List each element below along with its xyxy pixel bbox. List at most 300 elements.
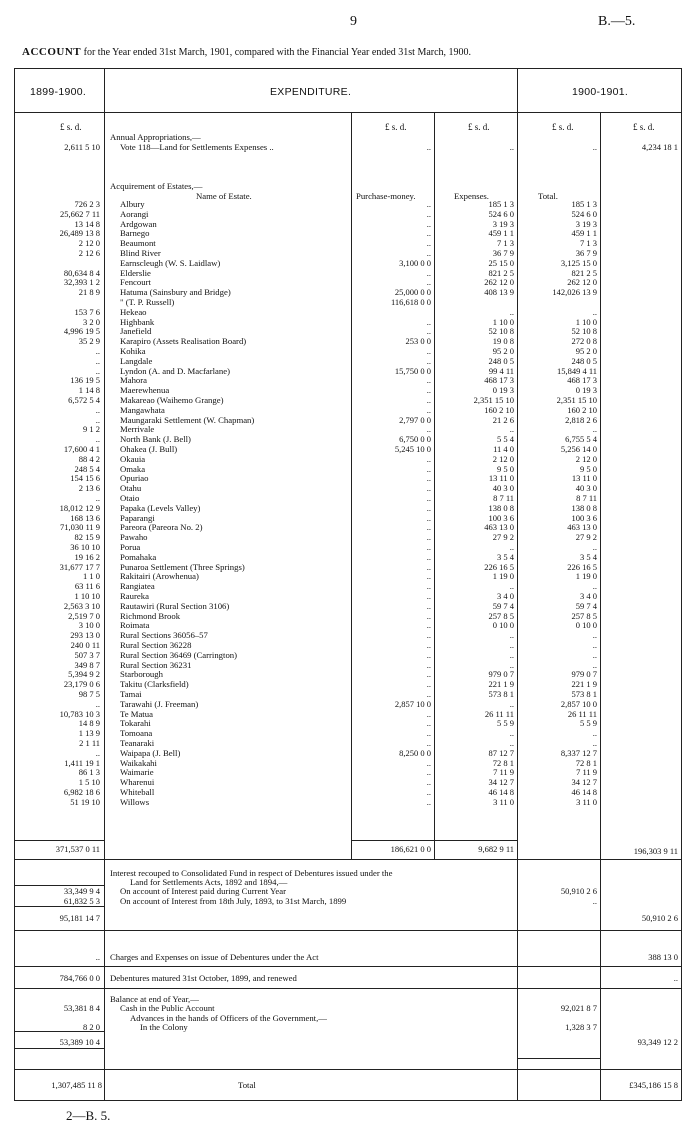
estate-total: 5,256 14 0 bbox=[560, 444, 597, 454]
debentures-label: Debentures matured 31st October, 1899, and renewed bbox=[110, 973, 297, 983]
estate-prev: .. bbox=[95, 346, 100, 356]
estate-prev: 98 7 5 bbox=[78, 689, 100, 699]
estate-purchase: .. bbox=[426, 267, 431, 278]
estate-expenses: 2 12 0 bbox=[492, 453, 514, 464]
charges-final: 388 13 0 bbox=[648, 952, 678, 962]
estate-total: 226 16 5 bbox=[567, 561, 597, 572]
estate-name: Roimata bbox=[120, 620, 150, 631]
estate-expenses: .. bbox=[509, 306, 514, 317]
estate-name: Maerewhenua bbox=[120, 385, 170, 396]
col-1900-head: 1900-1901. bbox=[572, 86, 629, 98]
estate-purchase: .. bbox=[426, 532, 431, 543]
estate-purchase: .. bbox=[426, 228, 431, 239]
total-final: £345,186 15 8 bbox=[629, 1080, 678, 1090]
estate-prev: 168 13 6 bbox=[70, 512, 100, 523]
estate-name: " (T. P. Russell) bbox=[120, 297, 175, 307]
estate-purchase: .. bbox=[426, 581, 431, 592]
annual-total: .. bbox=[592, 142, 597, 152]
estate-expenses: .. bbox=[509, 630, 514, 641]
estate-purchase: .. bbox=[426, 767, 431, 778]
estate-prev: 25,662 7 11 bbox=[59, 208, 100, 219]
purchase-money-head: Purchase-money. bbox=[356, 191, 416, 201]
estate-purchase: .. bbox=[426, 502, 431, 513]
footer-ref: 2—B. 5. bbox=[66, 1108, 111, 1123]
estate-total: 72 8 1 bbox=[575, 757, 597, 768]
estate-total: .. bbox=[592, 424, 597, 435]
estate-total: .. bbox=[592, 640, 597, 650]
estate-prev: 2 13 6 bbox=[78, 483, 100, 494]
estate-purchase: .. bbox=[426, 610, 431, 621]
estate-purchase: .. bbox=[426, 728, 431, 739]
total-head: Total. bbox=[538, 191, 558, 201]
estates-final-total: 196,303 9 11 bbox=[633, 846, 678, 856]
estate-prev: 82 15 9 bbox=[74, 532, 100, 543]
unit-total: £ s. d. bbox=[552, 122, 574, 132]
estate-name: Tamai bbox=[120, 689, 142, 699]
estate-name: Tomoana bbox=[120, 728, 153, 739]
estate-purchase: .. bbox=[426, 689, 431, 699]
estate-name: Whiteball bbox=[120, 787, 155, 797]
estate-purchase: 2,857 10 0 bbox=[394, 698, 431, 709]
estate-total: 1 19 0 bbox=[575, 571, 597, 582]
estate-purchase: .. bbox=[426, 561, 431, 572]
estate-expenses: 40 3 0 bbox=[492, 483, 514, 494]
estate-name: Pawaho bbox=[120, 532, 148, 543]
estate-expenses: 138 0 8 bbox=[488, 502, 514, 513]
estate-expenses: 26 11 11 bbox=[484, 708, 514, 719]
estate-purchase: .. bbox=[426, 512, 431, 523]
estate-total: 46 14 8 bbox=[571, 787, 597, 797]
balance-colony-label: In the Colony bbox=[140, 1022, 188, 1032]
interest-subtotal-prev: 95,181 14 7 bbox=[59, 913, 100, 923]
estate-total: .. bbox=[592, 659, 597, 670]
estate-name: Janefield bbox=[120, 326, 152, 337]
estate-name: Pomahaka bbox=[120, 551, 157, 562]
estate-prev: 35 2 9 bbox=[78, 336, 100, 347]
estate-name: Waimarie bbox=[120, 767, 154, 778]
balance-cash-total: 92,021 8 7 bbox=[560, 1003, 597, 1013]
estate-name: Lyndon (A. and D. Macfarlane) bbox=[120, 365, 231, 376]
estate-prev: 18,012 12 9 bbox=[59, 502, 100, 513]
estate-total: 9 5 0 bbox=[580, 463, 597, 474]
estate-total: 36 7 9 bbox=[575, 248, 597, 258]
estate-total: .. bbox=[592, 728, 597, 739]
estate-prev: 136 19 5 bbox=[70, 375, 100, 386]
estate-expenses: 9 5 0 bbox=[497, 463, 514, 474]
estate-name: Kohika bbox=[120, 346, 146, 356]
estate-prev: 14 8 9 bbox=[78, 718, 100, 729]
estate-expenses: 821 2 5 bbox=[488, 267, 514, 278]
estate-name: Waipapa (J. Bell) bbox=[120, 747, 181, 758]
estate-expenses: 2,351 15 10 bbox=[473, 395, 514, 405]
estate-total: 26 11 11 bbox=[567, 708, 597, 719]
estate-prev: 2 12 0 bbox=[78, 238, 100, 249]
estate-expenses: 221 1 9 bbox=[488, 679, 514, 690]
estate-prev: 13 14 8 bbox=[74, 218, 100, 229]
estate-prev: 1 14 8 bbox=[78, 385, 100, 396]
estate-total: 160 2 10 bbox=[567, 404, 597, 415]
estate-prev: 17,600 4 1 bbox=[63, 444, 100, 454]
estate-prev: 32,393 1 2 bbox=[63, 277, 100, 288]
estate-total: 142,026 13 9 bbox=[552, 287, 597, 298]
estate-expenses: .. bbox=[509, 640, 514, 650]
estate-purchase: .. bbox=[426, 620, 431, 631]
estate-prev: 36 10 10 bbox=[70, 542, 100, 552]
estate-purchase: .. bbox=[426, 199, 431, 209]
estate-prev: 10,783 10 3 bbox=[59, 708, 100, 719]
estate-name: Earnscleugh (W. S. Laidlaw) bbox=[120, 257, 221, 268]
heading-bold: ACCOUNT bbox=[22, 46, 82, 58]
estate-prev: 293 13 0 bbox=[70, 630, 100, 641]
estate-purchase: .. bbox=[426, 453, 431, 464]
estate-purchase: .. bbox=[426, 404, 431, 415]
rule-h-debentures bbox=[14, 988, 682, 989]
estate-total: 2,857 10 0 bbox=[560, 698, 597, 709]
estate-name: Aorangi bbox=[120, 208, 149, 219]
estate-purchase: .. bbox=[426, 718, 431, 729]
estate-name: Rautawiri (Rural Section 3106) bbox=[120, 600, 230, 611]
estate-purchase: .. bbox=[426, 277, 431, 288]
estate-total: 459 1 1 bbox=[571, 228, 597, 239]
estate-total: 979 0 7 bbox=[571, 669, 597, 680]
annual-final: 4,234 18 1 bbox=[641, 142, 678, 152]
estate-expenses: 99 4 11 bbox=[488, 365, 514, 376]
estate-purchase: .. bbox=[426, 679, 431, 690]
estate-purchase: 2,797 0 0 bbox=[399, 414, 431, 425]
estate-total: 3 5 4 bbox=[580, 551, 597, 562]
annual-vote-label: Vote 118—Land for Settlements Expenses .. bbox=[120, 142, 274, 152]
estate-prev: 63 11 6 bbox=[74, 581, 100, 592]
estate-total: 0 19 3 bbox=[575, 385, 597, 396]
estate-prev: .. bbox=[95, 414, 100, 425]
estate-name: Makareao (Waihemo Grange) bbox=[120, 395, 224, 405]
interest-row2-label: On account of Interest from 18th July, 1893, to 31st March, 1899 bbox=[120, 896, 347, 906]
balance-subtotal-prev: 53,389 10 4 bbox=[59, 1037, 100, 1047]
estate-purchase: 15,750 0 0 bbox=[394, 365, 431, 376]
interest-row1-total: 50,910 2 6 bbox=[560, 886, 597, 896]
rule-v3 bbox=[434, 112, 435, 859]
estate-name: Rakitairi (Arowhenua) bbox=[120, 571, 199, 582]
estate-expenses: 100 3 6 bbox=[488, 512, 514, 523]
interest-row1-label: On account of Interest paid during Current Year bbox=[120, 886, 286, 896]
col-1899-head: 1899-1900. bbox=[30, 86, 87, 98]
estate-name: Te Matua bbox=[120, 708, 153, 719]
estate-name: North Bank (J. Bell) bbox=[120, 434, 191, 445]
estate-total: 468 17 3 bbox=[567, 375, 597, 386]
estate-total: 59 7 4 bbox=[575, 600, 597, 611]
estate-name: Hekeao bbox=[120, 306, 147, 317]
estate-prev: 1 1 0 bbox=[83, 571, 100, 582]
estate-purchase: .. bbox=[426, 787, 431, 797]
estate-total: 27 9 2 bbox=[575, 532, 597, 543]
estate-total: 248 0 5 bbox=[571, 355, 597, 366]
rule-v2 bbox=[351, 112, 352, 859]
estate-total: 2,818 2 6 bbox=[565, 414, 597, 425]
estate-prev: 726 2 3 bbox=[74, 199, 100, 209]
balance-final: 93,349 12 2 bbox=[637, 1037, 678, 1047]
estate-prev: 153 7 6 bbox=[74, 306, 100, 317]
estate-prev: 31,677 17 7 bbox=[59, 561, 100, 572]
estate-name: Rural Section 36469 (Carrington) bbox=[120, 649, 238, 660]
estate-prev: 1 13 9 bbox=[78, 728, 100, 739]
estate-name: Langdale bbox=[120, 355, 153, 366]
estate-purchase: 8,250 0 0 bbox=[399, 747, 431, 758]
estate-purchase: .. bbox=[426, 316, 431, 327]
estate-name: Otaio bbox=[120, 493, 140, 503]
estate-prev: 71,030 11 9 bbox=[59, 522, 100, 533]
balance-advances-prev: 8 2 0 bbox=[83, 1022, 100, 1032]
annual-label: Annual Appropriations,— bbox=[110, 132, 201, 142]
estate-name: Takitu (Clarksfield) bbox=[120, 679, 189, 690]
estate-prev: 1 5 10 bbox=[78, 777, 100, 788]
estate-expenses: .. bbox=[509, 738, 514, 748]
estate-purchase: .. bbox=[426, 326, 431, 337]
estate-expenses: .. bbox=[509, 659, 514, 670]
estate-purchase: .. bbox=[426, 424, 431, 435]
estate-purchase: .. bbox=[426, 493, 431, 503]
estate-name: Willows bbox=[120, 796, 150, 807]
estate-purchase: .. bbox=[426, 669, 431, 680]
estate-total: 95 2 0 bbox=[575, 346, 597, 356]
charges-label: Charges and Expenses on issue of Debentures under the Act bbox=[110, 952, 319, 962]
estate-total: 463 13 0 bbox=[567, 522, 597, 533]
rule-h-estates bbox=[14, 859, 682, 860]
balance-cash-label: Cash in the Public Account bbox=[120, 1003, 215, 1013]
estate-total: 257 8 5 bbox=[571, 610, 597, 621]
estate-total: 3,125 15 0 bbox=[560, 257, 597, 268]
estate-prev: 2,519 7 0 bbox=[68, 610, 100, 621]
estate-total: .. bbox=[592, 306, 597, 317]
estate-purchase: .. bbox=[426, 375, 431, 386]
estate-purchase: .. bbox=[426, 551, 431, 562]
estate-prev: 80,634 8 4 bbox=[63, 267, 100, 278]
rule-h-charges bbox=[14, 966, 682, 967]
estate-name: Tokarahi bbox=[120, 718, 151, 729]
estate-purchase: .. bbox=[426, 630, 431, 641]
estate-expenses: 8 7 11 bbox=[493, 493, 514, 503]
estate-name: Rural Sections 36056–57 bbox=[120, 630, 208, 641]
estate-prev: .. bbox=[95, 404, 100, 415]
estate-purchase: .. bbox=[426, 395, 431, 405]
total-prev: 1,307,485 11 8 bbox=[51, 1080, 102, 1090]
estate-purchase: .. bbox=[426, 796, 431, 807]
estate-total: 3 11 0 bbox=[576, 796, 597, 807]
estate-name: Teanaraki bbox=[120, 738, 155, 748]
estate-name: Starborough bbox=[120, 669, 163, 680]
estate-name: Paparangi bbox=[120, 512, 155, 523]
estate-expenses: 573 8 1 bbox=[488, 689, 514, 699]
estate-name: Hatuma (Sainsbury and Bridge) bbox=[120, 287, 231, 298]
estate-name: Rural Section 36228 bbox=[120, 640, 192, 650]
unit-expenses: £ s. d. bbox=[468, 122, 490, 132]
estate-total: 13 11 0 bbox=[571, 473, 597, 484]
interest-row1-prev: 33,349 9 4 bbox=[63, 886, 100, 896]
estate-prev: 2 12 6 bbox=[78, 248, 100, 258]
balance-advances-label: Advances in the hands of Officers of the Government,— bbox=[130, 1013, 327, 1023]
estate-expenses: 459 1 1 bbox=[488, 228, 514, 239]
estate-prev: 1 10 10 bbox=[74, 591, 100, 601]
estate-purchase: .. bbox=[426, 463, 431, 474]
annual-purchase: .. bbox=[426, 142, 431, 152]
estate-purchase: 5,245 10 0 bbox=[394, 444, 431, 454]
debentures-prev: 784,766 0 0 bbox=[59, 973, 100, 983]
estates-expenses-total: 9,682 9 11 bbox=[478, 844, 514, 854]
page-heading bbox=[22, 46, 471, 58]
estate-prev: 51 19 10 bbox=[70, 796, 100, 807]
estate-prev: 3 2 0 bbox=[83, 316, 100, 327]
estate-total: 8 7 11 bbox=[576, 493, 597, 503]
estate-purchase: .. bbox=[426, 473, 431, 484]
estate-expenses: 3 4 0 bbox=[497, 591, 514, 601]
document-reference: B.—5. bbox=[598, 14, 636, 29]
rule-h-int-b bbox=[14, 906, 105, 907]
estate-expenses: 408 13 9 bbox=[484, 287, 514, 298]
estate-expenses: 979 0 7 bbox=[488, 669, 514, 680]
estate-total: 1 10 0 bbox=[575, 316, 597, 327]
estate-purchase: .. bbox=[426, 355, 431, 366]
balance-cash-prev: 53,381 8 4 bbox=[63, 1003, 100, 1013]
estate-name: Maungaraki Settlement (W. Chapman) bbox=[120, 414, 255, 425]
estate-purchase: .. bbox=[426, 248, 431, 258]
estate-name: Opuriao bbox=[120, 473, 149, 484]
interest-row2-total: .. bbox=[592, 896, 597, 906]
rule-h-interest bbox=[14, 930, 682, 931]
estate-prev: 6,982 18 6 bbox=[63, 787, 100, 797]
estate-name: Mangawhata bbox=[120, 404, 165, 415]
unit-prev: £ s. d. bbox=[60, 122, 82, 132]
estate-expenses: .. bbox=[509, 698, 514, 709]
estate-expenses: 13 11 0 bbox=[488, 473, 514, 484]
estate-name: Albury bbox=[120, 199, 145, 209]
estate-expenses: .. bbox=[509, 542, 514, 552]
estate-purchase: 3,100 0 0 bbox=[399, 257, 431, 268]
estate-prev: 507 3 7 bbox=[74, 649, 100, 660]
estate-prev: 2 1 11 bbox=[79, 738, 100, 748]
estate-name: Beaumont bbox=[120, 238, 156, 249]
estate-purchase: .. bbox=[426, 600, 431, 611]
estate-total: 5 5 9 bbox=[580, 718, 597, 729]
estate-name: Mahora bbox=[120, 375, 148, 386]
estate-purchase: .. bbox=[426, 218, 431, 229]
estate-purchase: .. bbox=[426, 659, 431, 670]
rule-v5 bbox=[600, 112, 601, 1101]
estate-total: 7 11 9 bbox=[576, 767, 597, 778]
rule-h-balance bbox=[14, 1069, 682, 1070]
unit-final: £ s. d. bbox=[633, 122, 655, 132]
estate-expenses: 87 12 7 bbox=[488, 747, 514, 758]
estate-expenses: 5 5 9 bbox=[497, 718, 514, 729]
estate-total: 15,849 4 11 bbox=[556, 365, 597, 376]
estate-name: Punaroa Settlement (Three Springs) bbox=[120, 561, 245, 572]
estate-name: Wharenui bbox=[120, 777, 155, 788]
estate-prev: 88 4 2 bbox=[78, 453, 100, 464]
estate-expenses: 0 19 3 bbox=[492, 385, 514, 396]
estate-total: .. bbox=[592, 581, 597, 592]
estates-title: Acquirement of Estates,— bbox=[110, 181, 203, 191]
estate-purchase: .. bbox=[426, 757, 431, 768]
estate-name: Fencourt bbox=[120, 277, 151, 288]
estate-expenses: 52 10 8 bbox=[488, 326, 514, 337]
estate-expenses: 27 9 2 bbox=[492, 532, 514, 543]
rule-h-bal-b bbox=[14, 1048, 105, 1049]
estate-total: 221 1 9 bbox=[571, 679, 597, 690]
estate-name: Blind River bbox=[120, 248, 161, 258]
rule-v1 bbox=[104, 68, 105, 1101]
estate-prev: 6,572 5 4 bbox=[68, 395, 100, 405]
estate-expenses: 11 4 0 bbox=[493, 444, 514, 454]
estate-purchase: .. bbox=[426, 777, 431, 788]
estate-expenses: 468 17 3 bbox=[484, 375, 514, 386]
rule-v4 bbox=[517, 68, 518, 1101]
estates-purchase-total: 186,621 0 0 bbox=[390, 844, 431, 854]
interest-row2-prev: 61,832 5 3 bbox=[63, 896, 100, 906]
estate-total: .. bbox=[592, 630, 597, 641]
estate-prev: 4,996 19 5 bbox=[63, 326, 100, 337]
estate-prev: 3 10 0 bbox=[78, 620, 100, 631]
rule-h-prev-subtotal bbox=[14, 840, 105, 841]
estate-expenses: 524 6 0 bbox=[488, 208, 514, 219]
estate-total: 573 8 1 bbox=[571, 689, 597, 699]
debentures-final: .. bbox=[673, 973, 678, 983]
estate-purchase: .. bbox=[426, 708, 431, 719]
estate-expenses: 248 0 5 bbox=[488, 355, 514, 366]
estate-expenses: 5 5 4 bbox=[497, 434, 514, 445]
estate-prev: .. bbox=[95, 365, 100, 376]
estate-purchase: .. bbox=[426, 649, 431, 660]
estate-expenses: 1 10 0 bbox=[492, 316, 514, 327]
estate-name: Porua bbox=[120, 542, 141, 552]
estate-expenses: 34 12 7 bbox=[488, 777, 514, 788]
estate-expenses: 21 2 6 bbox=[492, 414, 514, 425]
estate-expenses: .. bbox=[509, 728, 514, 739]
unit-purchase: £ s. d. bbox=[385, 122, 407, 132]
estate-expenses: 95 2 0 bbox=[492, 346, 514, 356]
estate-expenses: 7 1 3 bbox=[497, 238, 514, 249]
name-of-estate-head: Name of Estate. bbox=[196, 191, 252, 201]
estate-total: 2 12 0 bbox=[575, 453, 597, 464]
estate-prev: .. bbox=[95, 698, 100, 709]
rule-h-exp-subtotal bbox=[351, 840, 517, 841]
page-number: 9 bbox=[350, 14, 357, 29]
estate-purchase: .. bbox=[426, 483, 431, 494]
estate-expenses: 257 8 5 bbox=[488, 610, 514, 621]
estate-expenses: 36 7 9 bbox=[492, 248, 514, 258]
estate-expenses: 59 7 4 bbox=[492, 600, 514, 611]
estate-prev: 1,411 19 1 bbox=[64, 757, 100, 768]
estate-prev: .. bbox=[95, 747, 100, 758]
estate-total: .. bbox=[592, 738, 597, 748]
annual-expenses: .. bbox=[509, 142, 514, 152]
estate-name: Tarawahi (J. Freeman) bbox=[120, 698, 199, 709]
heading-text: for the Year ended 31st March, 1901, compared with the Financial Year ended 31st March, 1900. bbox=[81, 47, 472, 58]
estate-name: Okauia bbox=[120, 453, 146, 464]
estate-prev: 21 8 9 bbox=[78, 287, 100, 298]
estate-total: 262 12 0 bbox=[567, 277, 597, 288]
estate-prev: 86 1 3 bbox=[78, 767, 100, 778]
charges-prev: .. bbox=[95, 952, 100, 962]
estate-total: 821 2 5 bbox=[571, 267, 597, 278]
estate-purchase: .. bbox=[426, 346, 431, 356]
total-label: Total bbox=[238, 1080, 256, 1090]
estate-name: Rural Section 36231 bbox=[120, 659, 192, 670]
estate-name: Merrivale bbox=[120, 424, 155, 435]
estate-total: 7 1 3 bbox=[580, 238, 597, 249]
estate-expenses: .. bbox=[509, 424, 514, 435]
estate-name: Richmond Brook bbox=[120, 610, 181, 621]
estate-prev: .. bbox=[95, 434, 100, 445]
estate-name: Omaka bbox=[120, 463, 146, 474]
col-expenditure-head: EXPENDITURE. bbox=[270, 86, 352, 98]
